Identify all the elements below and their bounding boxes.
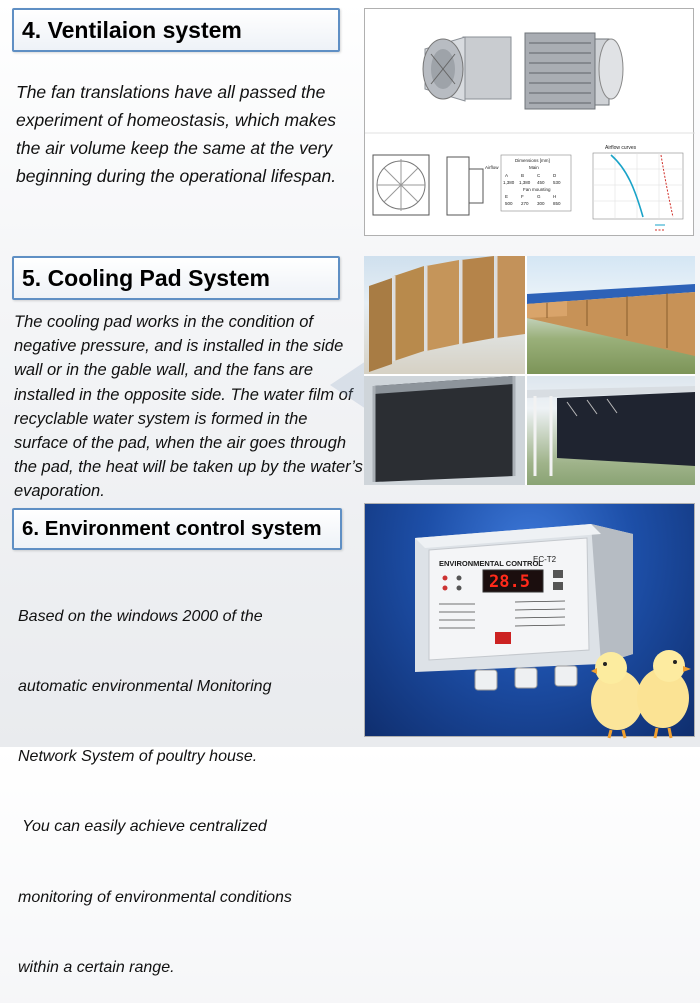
val-g: 300 xyxy=(537,201,545,206)
val-h: 850 xyxy=(553,201,561,206)
controller-panel-title: ENVIRONMENTAL CONTROL xyxy=(439,559,543,568)
cooling-pad-dark-svg xyxy=(364,376,525,485)
col-f: F xyxy=(521,194,524,199)
airflow-curve-chart xyxy=(593,145,683,230)
indicator-led xyxy=(443,576,448,581)
env-line-4: You can easily achieve centralized xyxy=(18,818,267,836)
fan-front-drawing xyxy=(373,155,429,215)
main-label: Main xyxy=(529,165,539,170)
cable-gland xyxy=(475,670,497,690)
cooling-pad-photo-row xyxy=(364,256,525,374)
section-title-ventilation-text: 4. Ventilaion system xyxy=(22,16,242,43)
col-c: C xyxy=(537,173,541,178)
controller-model: EC-T2 xyxy=(533,555,557,564)
airflow-curves-title: Airflow curves xyxy=(605,145,637,151)
col-e: E xyxy=(505,194,509,199)
environment-control-description xyxy=(18,558,358,1003)
indicator-led xyxy=(457,586,462,591)
indicator-led xyxy=(457,576,462,581)
brand-logo-icon xyxy=(495,632,511,644)
controller-display-readout: 28.5 xyxy=(489,572,530,592)
controller-svg xyxy=(365,504,696,738)
cooling-pad-photo-collage xyxy=(364,256,695,485)
dimensions-table xyxy=(485,155,571,211)
col-h: H xyxy=(553,194,557,199)
col-b: B xyxy=(521,173,525,178)
cooling-pad-description: The cooling pad works in the condition of negative pressure, and is installed in the side wall or in the gable wall, and the fans are installed in the opposite side. The water film of recyclable water system is formed in the surface of the pad, when the air goes through the pad, the heat will be taken up by the water’s evaporation. xyxy=(14,313,363,501)
col-d: D xyxy=(553,173,557,178)
cooling-pad-photo-outdoor xyxy=(527,376,695,485)
val-c: 450 xyxy=(537,180,545,185)
cooling-pad-photo-dark xyxy=(364,376,525,485)
chick-illustration xyxy=(591,652,643,738)
env-line-6: within a certain range. xyxy=(18,958,175,976)
cooling-pad-photo-farm xyxy=(527,256,695,374)
fan-spec-sheet-svg xyxy=(365,9,695,237)
val-b: 1,380 xyxy=(519,180,531,185)
box-fan-illustration xyxy=(525,33,623,109)
env-line-5: monitoring of environmental conditions xyxy=(18,888,292,906)
fan-side-drawing xyxy=(447,157,483,215)
cooling-pad-farm-svg xyxy=(527,256,695,374)
environment-controller-photo xyxy=(364,503,695,737)
fan-mounting-label: Fan mounting xyxy=(523,187,551,192)
section-title-cooling-pad-text: 5. Cooling Pad System xyxy=(22,264,270,291)
cable-gland xyxy=(515,668,537,688)
dimensions-title: Dimensions [mm] xyxy=(515,158,550,163)
controller-key xyxy=(553,582,563,590)
col-g: G xyxy=(537,194,541,199)
section-title-environment-control xyxy=(12,508,342,550)
section-title-environment-control-text: 6. Environment control system xyxy=(22,517,322,540)
ventilation-description: The fan translations have all passed the experiment of homeostasis, which makes the air volume keep the same at the very beginning during the operational lifespan. xyxy=(16,82,337,186)
indicator-led xyxy=(443,586,448,591)
cooling-pad-outdoor-svg xyxy=(527,376,695,485)
env-line-3: Network System of poultry house. xyxy=(18,748,258,766)
fan-spec-sheet-image xyxy=(364,8,694,236)
env-line-2: automatic environmental Monitoring xyxy=(18,678,272,696)
cooling-pad-row-svg xyxy=(364,256,525,374)
val-f: 270 xyxy=(521,201,529,206)
cone-fan-illustration xyxy=(423,37,511,101)
col-a: A xyxy=(505,173,509,178)
val-e: 500 xyxy=(505,201,513,206)
val-a: 1,380 xyxy=(503,180,515,185)
controller-key xyxy=(553,570,563,578)
val-d: 530 xyxy=(553,180,561,185)
env-line-1: Based on the windows 2000 of the xyxy=(18,607,263,625)
chick-illustration xyxy=(637,650,691,738)
cable-gland xyxy=(555,666,577,686)
airflow-arrow-label: Airflow xyxy=(485,165,499,170)
section-title-ventilation xyxy=(12,8,340,52)
section-title-cooling-pad xyxy=(12,256,340,300)
